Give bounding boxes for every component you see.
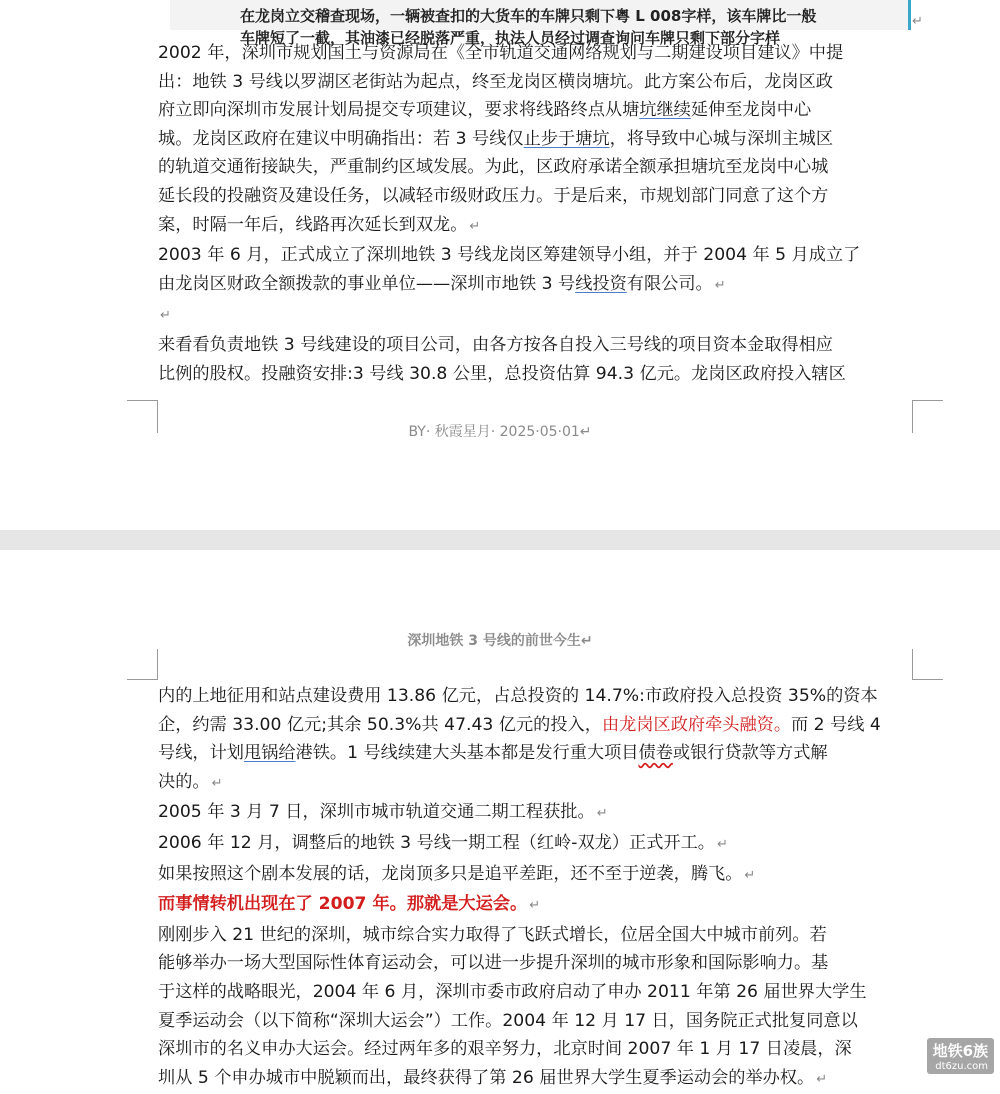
text-line [158, 331, 913, 360]
text-line [158, 39, 913, 68]
text-line [158, 96, 913, 125]
text-run: 坑继续 [639, 100, 691, 121]
text-run: 2005 年 3 月 7 日，深圳市城市轨道交通二期工程获批。 [158, 802, 595, 823]
document-page-2 [0, 550, 1000, 1088]
text-run: 2003 年 6 月，正式成立了深圳地铁 3 号线龙岗区筹建领导小组，并于 2004 年 5 月成立了 [158, 245, 861, 266]
margin-corner-top-left [127, 649, 158, 680]
text-run: 而 2 号线 4 [791, 714, 881, 735]
text-run: 债卷 [638, 743, 673, 764]
text-line [158, 711, 913, 740]
text-run: 于这样的战略眼光，2004 年 6 月，深圳市委市政府启动了申办 2011 年第 26 届世界大学生 [158, 981, 867, 1002]
text-run: 来看看负责地铁 3 号线建设的项目公司，由各方按各自投入三号线的项目资本金取得相应 [158, 334, 833, 355]
text-run: 而事情转机出现在了 2007 年。那就是大运会。 [158, 894, 528, 915]
text-line [158, 300, 913, 331]
text-line [158, 949, 913, 978]
text-run: 线投资 [575, 273, 627, 294]
text-run: 企，约需 33.00 亿元;其余 50.3%共 47.43 亿元的投入， [158, 714, 602, 735]
text-run: 圳从 5 个申办城市中脱颖而出，最终获得了第 26 届世界大学生夏季运动会的举办权。 [158, 1067, 815, 1088]
text-line [158, 798, 913, 829]
text-run: 府立即向深圳市发展计划局提交专项建议，要求将线路终点从塘 [158, 100, 640, 121]
site-watermark [927, 1038, 994, 1074]
text-run: 2002 年，深圳市规划国土与资源局在《全市轨道交通网络规划与二期建设项目建议》中提 [158, 43, 844, 63]
page-1-body-text[interactable] [158, 39, 913, 388]
text-run: 能够举办一场大型国际性体育运动会，可以进一步提升深圳的城市形象和国际影响力。基 [158, 953, 829, 974]
text-run: 出：地铁 3 号线以罗湖区老街站为起点，终至龙岗区横岗塘坑。此方案公布后，龙岗区政 [158, 71, 833, 92]
paragraph-mark: ↵ [744, 867, 756, 883]
text-run: 的轨道交通衔接缺失，严重制约区域发展。为此，区政府承诺全额承担塘坑至龙岗中心城 [158, 157, 829, 178]
page-gap [0, 530, 1000, 550]
text-run: 深圳市的名义申办大运会。经过两年多的艰辛努力，北京时间 2007 年 1 月 17 日凌晨，深 [158, 1039, 852, 1060]
text-line [158, 241, 913, 270]
text-run: 甩锅给 [243, 743, 296, 764]
text-line [158, 739, 913, 768]
page-2-body-text[interactable] [158, 682, 913, 1094]
text-run: 有限公司。 [626, 273, 713, 294]
text-line [158, 153, 913, 182]
margin-corner-top-right [912, 649, 943, 680]
text-run: 或银行贷款等方式解 [672, 743, 828, 764]
text-run: 止步于塘坑 [523, 128, 610, 149]
text-line [158, 829, 913, 860]
text-run: 港铁。1 号线续建大头基本都是发行重大项目 [295, 743, 639, 764]
page-header[interactable]: 深圳地铁 3 号线的前世今生↵ [407, 633, 593, 649]
text-line [158, 270, 913, 301]
text-run: 城。龙岗区政府在建议中明确指出：若 3 号线仅 [158, 128, 524, 149]
text-run: 决的。 [158, 771, 210, 792]
text-line [158, 125, 913, 154]
watermark-title: 地铁6族 [932, 1042, 988, 1060]
text-run: 内的上地征用和站点建设费用 13.86 亿元，占总投资的 14.7%:市政府投入总投资 35%的资本 [158, 686, 878, 706]
text-run: 由龙岗区财政全额拨款的事业单位——深圳市地铁 3 号 [158, 273, 576, 294]
text-line [158, 1035, 913, 1064]
paragraph-mark: ↵ [211, 775, 223, 791]
text-run: 如果按照这个剧本发展的话，龙岗顶多只是追平差距，还不至于逆袭，腾飞。 [158, 863, 743, 884]
floating-text-line-1: 在龙岗立交稽查现场，一辆被查扣的大货车的车牌只剩下粤 L 008字样，该车牌比一般 [240, 7, 817, 25]
text-run: ，将导致中心城与深圳主城区 [609, 128, 834, 149]
text-run: 比例的股权。投融资安排:3 号线 30.8 公里，总投资估算 94.3 亿元。龙岗区政府投入辖区 [158, 363, 846, 384]
floating-text-box[interactable] [170, 0, 908, 47]
text-run: 夏季运动会（以下简称“深圳大运会”）工作。2004 年 12 月 17 日，国务院正式批复同意以 [158, 1010, 858, 1031]
paragraph-mark: ↵ [469, 218, 481, 234]
text-line [158, 360, 913, 389]
paragraph-mark: ↵ [529, 898, 541, 914]
text-line [158, 890, 913, 921]
paragraph-mark: ↵ [912, 14, 923, 29]
text-run: 案，时隔一年后，线路再次延长到双龙。 [158, 214, 468, 235]
text-line [158, 1064, 913, 1094]
text-line [158, 860, 913, 891]
document-page-1 [0, 0, 1000, 530]
paragraph-mark: ↵ [160, 308, 171, 324]
text-run: 2006 年 12 月，调整后的地铁 3 号线一期工程（红岭-双龙）正式开工。 [158, 832, 715, 853]
text-box-edge-handle[interactable] [908, 0, 911, 30]
text-line [158, 211, 913, 242]
text-run: 号线，计划 [158, 743, 244, 764]
text-line [158, 682, 913, 711]
text-line [158, 182, 913, 211]
text-line [158, 1007, 913, 1036]
text-line [158, 768, 913, 799]
paragraph-mark: ↵ [714, 277, 726, 293]
text-run: 由龙岗区政府牵头融资。 [601, 714, 792, 735]
text-run: 延伸至龙岗中心 [690, 100, 812, 121]
text-run: 延长段的投融资及建设任务，以减轻市级财政压力。于是后来，市规划部门同意了这个方 [158, 185, 829, 206]
page-footer[interactable]: BY· 秋霞星月· 2025·05·01↵ [408, 424, 592, 440]
paragraph-mark: ↵ [596, 806, 608, 822]
text-line [158, 68, 913, 97]
paragraph-mark: ↵ [716, 836, 728, 852]
paragraph-mark: ↵ [816, 1071, 828, 1087]
watermark-url: dt6zu.com [935, 1061, 988, 1072]
text-line [158, 978, 913, 1007]
text-line [158, 921, 913, 950]
floating-text-line-2: 车牌短了一截，其油漆已经脱落严重，执法人员经过调查询问车牌只剩下部分字样 [240, 29, 781, 47]
text-run: 刚刚步入 21 世纪的深圳，城市综合实力取得了飞跃式增长，位居全国大中城市前列。若 [158, 924, 827, 945]
